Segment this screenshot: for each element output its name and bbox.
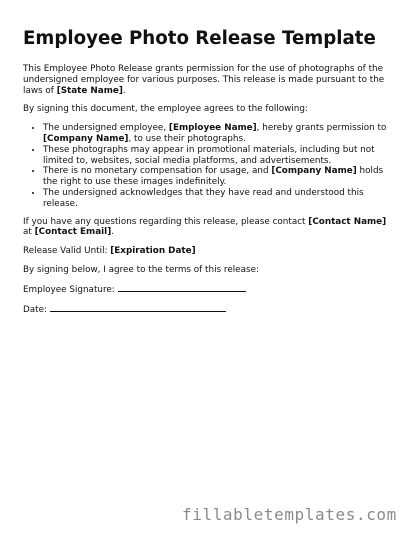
- intro-paragraph: [23, 64, 393, 96]
- intro-text: This Employee Photo Release grants permission for the use of photographs of the undersigned employee for various purposes. This release is made pursuant to the laws of: [23, 64, 385, 96]
- term-text: There is no monetary compensation for usage, and: [43, 166, 272, 177]
- validity-label: Release Valid Until:: [23, 246, 111, 257]
- contact-paragraph: [23, 217, 393, 239]
- signature-row: [23, 284, 393, 296]
- date-label: Date:: [23, 304, 50, 315]
- contact-text: at: [23, 227, 35, 238]
- list-item: [43, 123, 393, 145]
- document-title: Employee Photo Release Template: [23, 28, 376, 49]
- term-text: The undersigned acknowledges that they have read and understood this release.: [43, 187, 364, 209]
- signature-line[interactable]: [118, 284, 246, 292]
- list-item: [43, 188, 393, 210]
- term-text: , hereby grants permission to: [256, 123, 387, 134]
- term-text: , to use their photographs.: [128, 133, 246, 144]
- contact-text: .: [111, 227, 115, 238]
- state-name-placeholder: [State Name]: [56, 85, 123, 96]
- term-text: These photographs may appear in promotional materials, including but not limited to, websites, social media platforms, and advertisements.: [43, 144, 375, 166]
- date-row: [23, 304, 393, 316]
- contact-name-placeholder: [Contact Name]: [308, 216, 387, 227]
- intro-end: .: [122, 85, 126, 96]
- company-name-placeholder: [Company Name]: [271, 166, 357, 177]
- contact-text: If you have any questions regarding this release, please contact: [23, 216, 309, 227]
- term-text: holds the right to use these images indefinitely.: [43, 166, 384, 188]
- validity-line: [23, 246, 393, 257]
- term-text: The undersigned employee,: [43, 123, 169, 134]
- date-line[interactable]: [50, 304, 226, 312]
- document-page: [23, 28, 393, 323]
- company-name-placeholder: [Company Name]: [43, 133, 129, 144]
- list-item: [43, 166, 393, 188]
- contact-email-placeholder: [Contact Email]: [34, 227, 112, 238]
- watermark-text: fillabletemplates.com: [182, 505, 397, 524]
- agree-statement: By signing below, I agree to the terms of this release:: [23, 264, 259, 275]
- expiration-date-placeholder: [Expiration Date]: [110, 246, 196, 257]
- agreement-lead: By signing this document, the employee agrees to the following:: [23, 104, 308, 115]
- list-item: [43, 145, 393, 167]
- employee-name-placeholder: [Employee Name]: [168, 123, 257, 134]
- signature-label: Employee Signature:: [23, 284, 118, 295]
- terms-list: [23, 123, 393, 209]
